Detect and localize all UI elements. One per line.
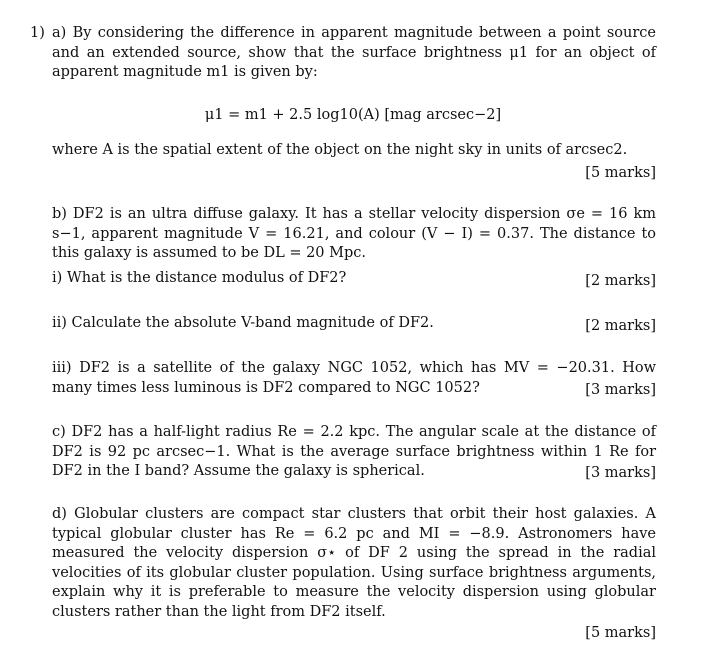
part-a-where-text: where A is the spatial extent of the object on the night sky in units of arcsec2.	[52, 142, 628, 158]
part-b-ii-text: ii) Calculate the absolute V-band magnitude of DF2.	[52, 315, 434, 331]
part-b-iii-text: iii) DF2 is a satellite of the galaxy NGC 1052, which has MV = −20.31. How many times less luminous is DF2 compared to NGC 1052?	[52, 360, 656, 396]
part-a-text: a) By considering the difference in apparent magnitude between a point source and an extended source, show that the surface brightness μ1 for an object of apparent magnitude m1 is given by:	[52, 25, 656, 80]
part-a-marks: [5 marks]	[585, 165, 656, 181]
part-d-marks: [5 marks]	[585, 625, 656, 641]
part-c-marks: [3 marks]	[585, 465, 656, 481]
part-b-i-text: i) What is the distance modulus of DF2?	[52, 270, 347, 286]
part-b-text: b) DF2 is an ultra diffuse galaxy. It has a stellar velocity dispersion σe = 16 km s−1, apparent magnitude V = 16.21, and colour (V − I) = 0.37. The distance to this galaxy is assumed to be DL = 20 Mpc.	[52, 206, 656, 261]
part-b-iii-marks: [3 marks]	[585, 382, 656, 398]
surface-brightness-equation: μ1 = m1 + 2.5 log10(A) [mag arcsec−2]	[204, 107, 502, 123]
question-number: 1)	[30, 25, 45, 41]
part-b-i-marks: [2 marks]	[585, 273, 656, 289]
part-c-text: c) DF2 has a half-light radius Re = 2.2 kpc. The angular scale at the distance of DF2 is 92 pc arcsec−1. What is the average surface brightness within 1 Re for DF2 in the I band? Assume the galaxy is spherical.	[52, 424, 656, 479]
part-b-ii-marks: [2 marks]	[585, 318, 656, 334]
part-d-text: d) Globular clusters are compact star clusters that orbit their host galaxies. A typical globular cluster has Re = 6.2 pc and MI = −8.9. Astronomers have measured the velocity dispersion σ⋆ of DF 2 using the spread in the radial velocities of its globular cluster population. Using surface brightness arguments, explain why it is preferable to measure the velocity dispersion using globular clusters rather than the light from DF2 itself.	[52, 506, 656, 620]
